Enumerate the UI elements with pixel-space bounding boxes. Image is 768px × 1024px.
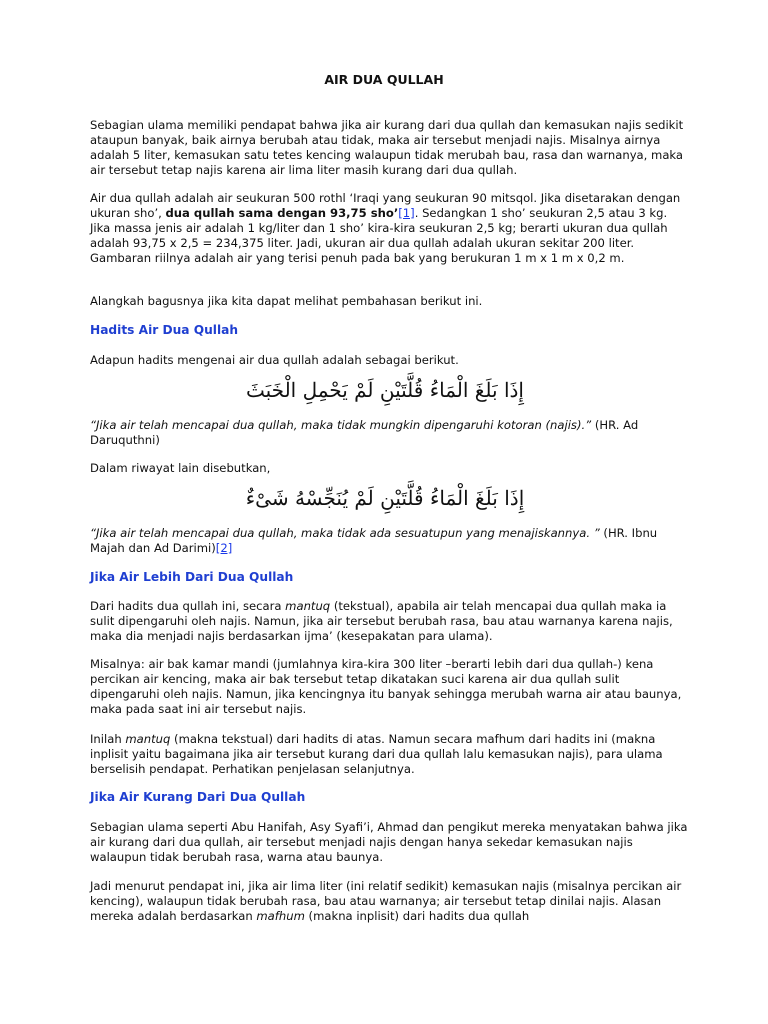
bold-text: dua qullah sama dengan 93,75 sho’: [165, 206, 399, 220]
paragraph-inilah: [90, 732, 690, 777]
italic-text: “Jika air telah mencapai dua qullah, maka tidak ada sesuatupun yang menajiskannya. ”: [90, 526, 600, 540]
italic-text: mafhum: [256, 909, 305, 923]
paragraph-jadi: [90, 879, 690, 924]
text-span: (makna tekstual) dari hadits di atas. Namun secara mafhum dari hadits ini (makna inplisit yaitu bagaimana jika air tersebut kurang dari dua qullah lalu kemasukan najis), para ulama berselisih pendapat. Perhatikan penjelasan selanjutnya.: [90, 732, 663, 776]
paragraph-intro: Sebagian ulama memiliki pendapat bahwa jika air kurang dari dua qullah dan kemasukan najis sedikit ataupun banyak, baik airnya berubah atau tidak, maka air tersebut menjadi najis. Misalnya airnya adalah 5 liter, kemasukan satu tetes kencing walaupun tidak merubah bau, rasa dan warnanya, maka air tersebut tetap najis karena air lima liter masih kurang dari dua qullah.: [90, 118, 684, 177]
quote-translation-1: [90, 418, 690, 448]
text-span: Jadi menurut pendapat ini, jika air lima liter (ini relatif sedikit) kemasukan najis (misalnya percikan air kencing), walaupun tidak berubah rasa, bau atau warnanya; air tersebut tetap dinilai najis. Alasan mereka adalah berdasarkan: [90, 879, 682, 923]
paragraph-lead: Alangkah bagusnya jika kita dapat melihat pembahasan berikut ini.: [90, 294, 483, 308]
section-heading-lebih: Jika Air Lebih Dari Dua Qullah: [90, 570, 294, 584]
page-title: AIR DUA QULLAH: [324, 72, 444, 87]
arabic-hadits-1: إِذَا بَلَغَ الْمَاءُ قُلَّتَيْنِ لَمْ يَحْمِلِ الْخَبَثَ: [245, 378, 524, 402]
paragraph-hadits-intro: Adapun hadits mengenai air dua qullah adalah sebagai berikut.: [90, 353, 459, 367]
text-span: Air dua qullah adalah air seukuran 500 rothl ‘Iraqi yang seukuran 90 mitsqol. Jika disetarakan dengan ukuran sho’,: [90, 191, 681, 220]
text-span: Dari hadits dua qullah ini, secara: [90, 599, 286, 613]
italic-text: mantuq: [285, 599, 331, 613]
italic-text: “Jika air telah mencapai dua qullah, maka tidak mungkin dipengaruhi kotoran (najis).”: [90, 418, 592, 432]
footnote-link-2[interactable]: [2]: [215, 541, 233, 555]
section-heading-hadits: Hadits Air Dua Qullah: [90, 323, 239, 337]
paragraph-ukuran: [90, 191, 690, 266]
paragraph-misalnya: Misalnya: air bak kamar mandi (jumlahnya kira-kira 300 liter –berarti lebih dari dua qullah-) kena percikan air kencing, maka air bak tersebut tetap dikatakan suci karena air dua qullah sulit dipengaruhi oleh najis. Namun, jika kencingnya itu banyak sehingga merubah warna air atau baunya, maka pada saat ini air tersebut najis.: [90, 657, 682, 716]
text-span: (HR. Ibnu Majah dan Ad Darimi): [90, 526, 658, 555]
arabic-hadits-2: إِذَا بَلَغَ الْمَاءُ قُلَّتَيْنِ لَمْ يُنَجِّسْهُ شَىْءٌ: [245, 486, 525, 510]
italic-text: mantuq: [125, 732, 171, 746]
text-span: Inilah: [90, 732, 126, 746]
text-span: (makna inplisit) dari hadits dua qullah: [304, 909, 530, 923]
text-span: (tekstual), apabila air telah mencapai dua qullah maka ia sulit dipengaruhi oleh najis. Namun, jika air tersebut berubah rasa, bau atau warnanya karena najis, maka dia menjadi najis berdasarkan ijma’ (kesepakatan para ulama).: [90, 599, 673, 643]
paragraph-mantuq: [90, 599, 690, 644]
paragraph-riwayat: Dalam riwayat lain disebutkan,: [90, 461, 271, 475]
text-span: . Sedangkan 1 sho’ seukuran 2,5 atau 3 kg. Jika massa jenis air adalah 1 kg/liter dan 1 sho’ kira-kira seukuran 2,5 kg; berarti ukuran dua qullah adalah 93,75 x 2,5 = 234,375 liter. Jadi, ukuran air dua qullah adalah ukuran sekitar 200 liter. Gambaran riilnya adalah air yang terisi penuh pada bak yang berukuran 1 m x 1 m x 0,2 m.: [90, 206, 668, 265]
paragraph-sebagian-ulama: Sebagian ulama seperti Abu Hanifah, Asy Syafi’i, Ahmad dan pengikut mereka menyatakan bahwa jika air kurang dari dua qullah, air tersebut menjadi najis dengan hanya sekedar kemasukan najis walaupun tidak berubah rasa, warna atau baunya.: [90, 820, 688, 864]
section-heading-kurang: Jika Air Kurang Dari Dua Qullah: [90, 790, 306, 804]
footnote-link-1[interactable]: [1]: [398, 206, 415, 220]
quote-translation-2: [90, 526, 690, 556]
text-span: (HR. Ad Daruquthni): [90, 418, 639, 447]
